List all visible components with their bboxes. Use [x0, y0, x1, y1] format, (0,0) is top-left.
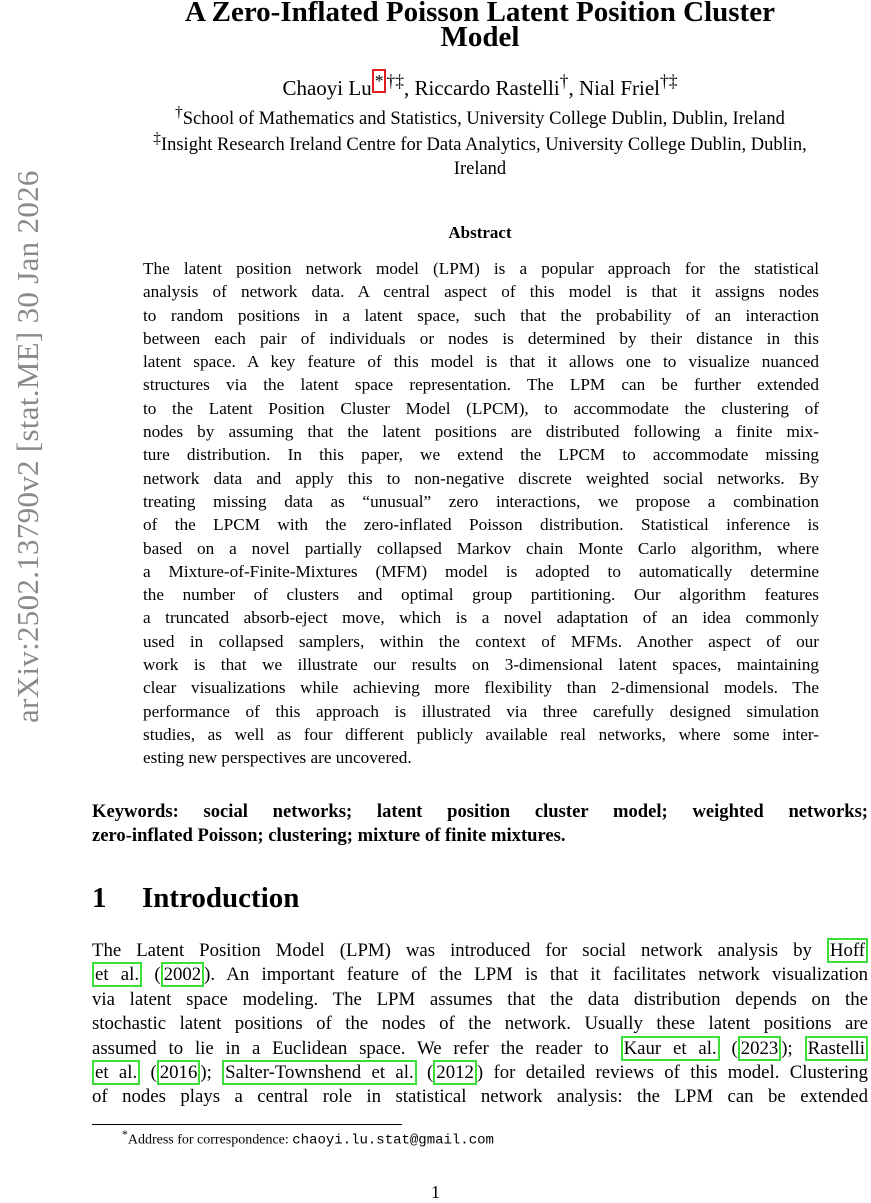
- abstract-line: of the LPCM with the zero-inflated Poisson distribution. Statistical inference is: [143, 515, 819, 535]
- abstract-line: work is that we illustrate our results on 3-dimensional latent spaces, maintaining: [143, 655, 819, 675]
- abstract-line: a Mixture-of-Finite-Mixtures (MFM) model is adopted to automatically determine: [143, 561, 819, 581]
- author-3-affiliation-marks: †‡: [660, 71, 678, 91]
- abstract-line: treating missing data as “unusual” zero interactions, we propose a combination: [143, 491, 819, 511]
- abstract-line: analysis of network data. A central aspect of this model is that it assigns nodes: [143, 282, 819, 302]
- abstract-line: studies, as well as four different publicly available real networks, where some inter-: [143, 724, 819, 744]
- section-heading: [92, 882, 868, 915]
- abstract-line: clear visualizations while achieving more flexibility than 2-dimensional models. The: [143, 678, 819, 698]
- affiliation-2: [92, 127, 868, 181]
- affiliation-2-text-line-2: Ireland: [453, 159, 507, 180]
- abstract-heading: Abstract: [448, 223, 512, 242]
- abstract-line: ture distribution. In this paper, we extend the LPCM to accommodate missing: [143, 445, 819, 465]
- intro-text: (: [142, 964, 161, 986]
- keywords-line-2: zero-inflated Poisson; clustering; mixture of finite mixtures.: [92, 825, 566, 846]
- author-1-name: Chaoyi Lu: [282, 76, 372, 100]
- author-list: Chaoyi Lu * †‡, Riccardo Rastelli†, Nial Friel†‡: [282, 71, 678, 100]
- footnote-divider: [92, 1124, 402, 1125]
- intro-line: via latent space modeling. The LPM assumes that the data distribution depends on the: [92, 988, 868, 1010]
- intro-text: (: [140, 1062, 157, 1084]
- footnote-link[interactable]: *: [372, 69, 387, 93]
- page-number: 1: [431, 1182, 440, 1202]
- affiliation-1-text: School of Mathematics and Statistics, University College Dublin, Dublin, Ireland: [182, 109, 785, 130]
- author-1-affiliation-marks: †‡: [386, 71, 404, 91]
- abstract-line: latent space. A key feature of this model is that it allows one to visualize nuanced: [143, 352, 819, 372]
- citation-year-link[interactable]: 2002: [161, 962, 205, 987]
- intro-text: );: [200, 1062, 223, 1084]
- abstract-line: esting new perspectives are uncovered.: [143, 748, 412, 768]
- intro-text: (: [416, 1062, 434, 1084]
- footnote-label: Address for correspondence:: [127, 1132, 293, 1148]
- introduction-paragraph: [92, 939, 868, 1110]
- keywords: [92, 800, 868, 848]
- intro-line: of nodes plays a central role in statistical network analysis: the LPM can be extended: [92, 1086, 868, 1108]
- abstract-line: used in collapsed samplers, within the context of MFMs. Another aspect of our: [143, 631, 819, 651]
- intro-text: );: [781, 1037, 805, 1059]
- author-2-affiliation-marks: †: [559, 71, 569, 91]
- intro-line: [92, 939, 868, 963]
- citation-year-link[interactable]: 2016: [157, 1060, 201, 1085]
- title-line-1: A Zero-Inflated Poisson Latent Position Cluster: [185, 0, 775, 28]
- affiliation-2-text-line-1: Insight Research Ireland Centre for Data Analytics, University College Dublin, Dublin,: [160, 135, 807, 156]
- affiliation-1-mark: †: [175, 104, 183, 121]
- intro-text: (: [719, 1037, 738, 1059]
- abstract-line: performance of this approach is illustrated via three carefully designed simulation: [143, 701, 819, 721]
- citation-link[interactable]: Kaur et al.: [621, 1036, 720, 1061]
- paper-title: [92, 0, 868, 53]
- intro-line: stochastic latent positions of the nodes of the network. Usually these latent positions are: [92, 1013, 868, 1035]
- intro-text: ). An important feature of the LPM is that it facilitates network visualization: [204, 964, 869, 986]
- abstract-line: to the Latent Position Cluster Model (LPCM), to accommodate the clustering of: [143, 398, 819, 418]
- abstract-line: the number of clusters and optimal group partitioning. Our algorithm features: [143, 585, 819, 605]
- citation-year-link[interactable]: 2023: [738, 1036, 782, 1061]
- arxiv-identifier-sidebar: arXiv:2502.13790v2 [stat.ME] 30 Jan 2026: [10, 170, 45, 723]
- abstract-line: The latent position network model (LPM) is a popular approach for the statistical: [143, 259, 819, 278]
- intro-text: assumed to lie in a Euclidean space. We refer the reader to: [92, 1037, 621, 1059]
- author-3-name: Nial Friel: [578, 76, 661, 100]
- section-number: 1: [92, 882, 107, 914]
- citation-link[interactable]: Hoff: [827, 938, 868, 963]
- citation-year-link[interactable]: 2012: [433, 1060, 477, 1085]
- citation-link[interactable]: et al.: [92, 962, 142, 987]
- author-2-name: Riccardo Rastelli: [414, 76, 560, 100]
- footnote-mark: *: [122, 1128, 128, 1141]
- citation-link[interactable]: Rastelli: [805, 1036, 868, 1061]
- correspondence-email[interactable]: chaoyi.lu.stat@gmail.com: [292, 1132, 494, 1149]
- abstract-line: to random positions in a latent space, such that the probability of an interaction: [143, 305, 819, 325]
- footnote: [122, 1128, 862, 1149]
- intro-text: The Latent Position Model (LPM) was introduced for social network analysis by: [92, 940, 827, 961]
- affiliation-2-mark: ‡: [153, 130, 161, 147]
- abstract-body: [143, 257, 819, 770]
- intro-line: [92, 1061, 868, 1085]
- citation-link[interactable]: et al.: [92, 1060, 140, 1085]
- abstract-line: nodes by assuming that the latent positions are distributed following a finite mix-: [143, 422, 819, 442]
- abstract-line: network data and apply this to non-negative discrete weighted social networks. By: [143, 468, 819, 488]
- title-line-2: Model: [440, 21, 520, 53]
- citation-link[interactable]: Salter-Townshend et al.: [222, 1060, 417, 1085]
- abstract-line: a truncated absorb-eject move, which is a novel adaptation of an idea commonly: [143, 608, 819, 628]
- intro-text: ) for detailed reviews of this model. Clustering: [476, 1062, 869, 1084]
- intro-line: [92, 1037, 868, 1061]
- keywords-line-1: Keywords: social networks; latent position cluster model; weighted networks;: [92, 801, 868, 822]
- abstract-line: based on a novel partially collapsed Markov chain Monte Carlo algorithm, where: [143, 538, 819, 558]
- intro-line: [92, 963, 868, 987]
- abstract-line: between each pair of individuals or nodes is determined by their distance in this: [143, 328, 819, 348]
- section-title: Introduction: [142, 882, 300, 914]
- abstract-line: structures via the latent space representation. The LPM can be further extended: [143, 375, 819, 395]
